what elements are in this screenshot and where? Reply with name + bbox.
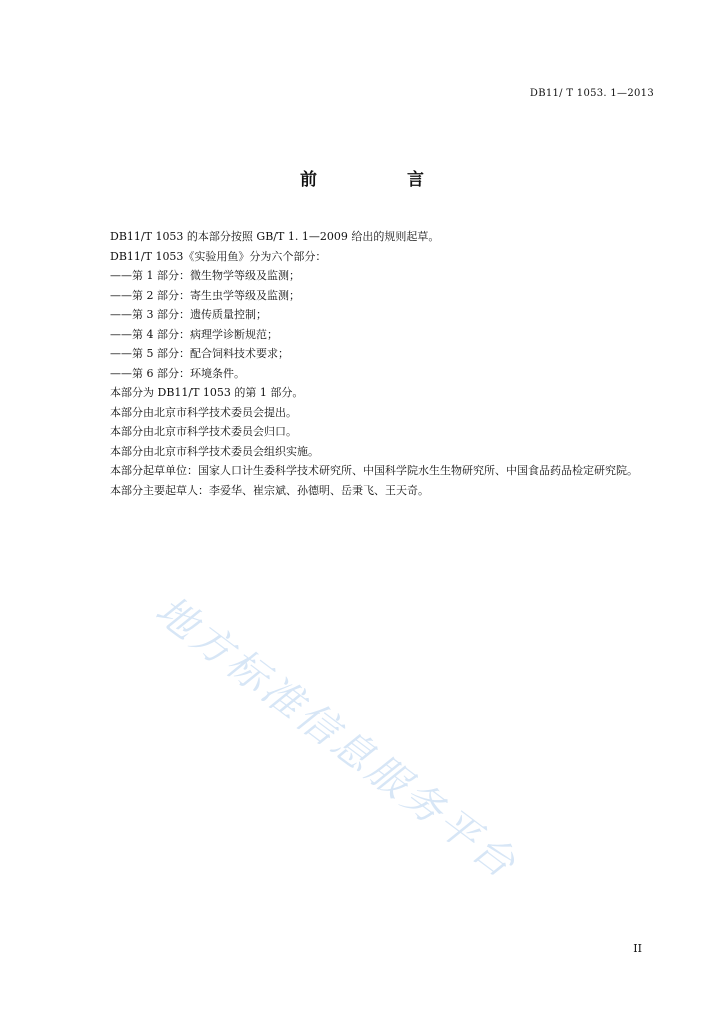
list-item: ——第 3 部分：遗传质量控制； xyxy=(110,308,267,321)
document-code: DB11/ T 1053. 1—2013 xyxy=(529,88,654,99)
list-item: ——第 1 部分：微生物学等级及监测； xyxy=(110,269,300,282)
list-item: ——第 5 部分：配合饲料技术要求； xyxy=(110,347,289,360)
page-number: II xyxy=(633,942,642,955)
paragraph: DB11/T 1053 的本部分按照 GB/T 1. 1—2009 给出的规则起草。 xyxy=(110,230,440,243)
paragraph: 本部分由北京市科学技术委员会组织实施。 xyxy=(110,444,319,458)
body-text xyxy=(88,227,663,500)
list-item: ——第 6 部分：环境条件。 xyxy=(110,366,245,380)
paragraph: 本部分主要起草人：李爱华、崔宗斌、孙德明、岳秉飞、王天奇。 xyxy=(110,483,429,497)
page-title: 前 言 xyxy=(300,170,466,190)
paragraph: 本部分为 DB11/T 1053 的第 1 部分。 xyxy=(110,386,304,399)
list-item: ——第 2 部分：寄生虫学等级及监测； xyxy=(110,288,300,302)
watermark: 地方标准信息服务平台 xyxy=(146,587,526,889)
list-item: ——第 4 部分：病理学诊断规范； xyxy=(110,327,278,341)
paragraph: 本部分由北京市科学技术委员会提出。 xyxy=(110,405,297,419)
paragraph: DB11/T 1053《实验用鱼》分为六个部分： xyxy=(110,249,327,263)
paragraph: 本部分起草单位：国家人口计生委科学技术研究所、中国科学院水生生物研究所、中国食品药品检定研究院。 xyxy=(110,464,638,477)
paragraph: 本部分由北京市科学技术委员会归口。 xyxy=(110,425,297,438)
